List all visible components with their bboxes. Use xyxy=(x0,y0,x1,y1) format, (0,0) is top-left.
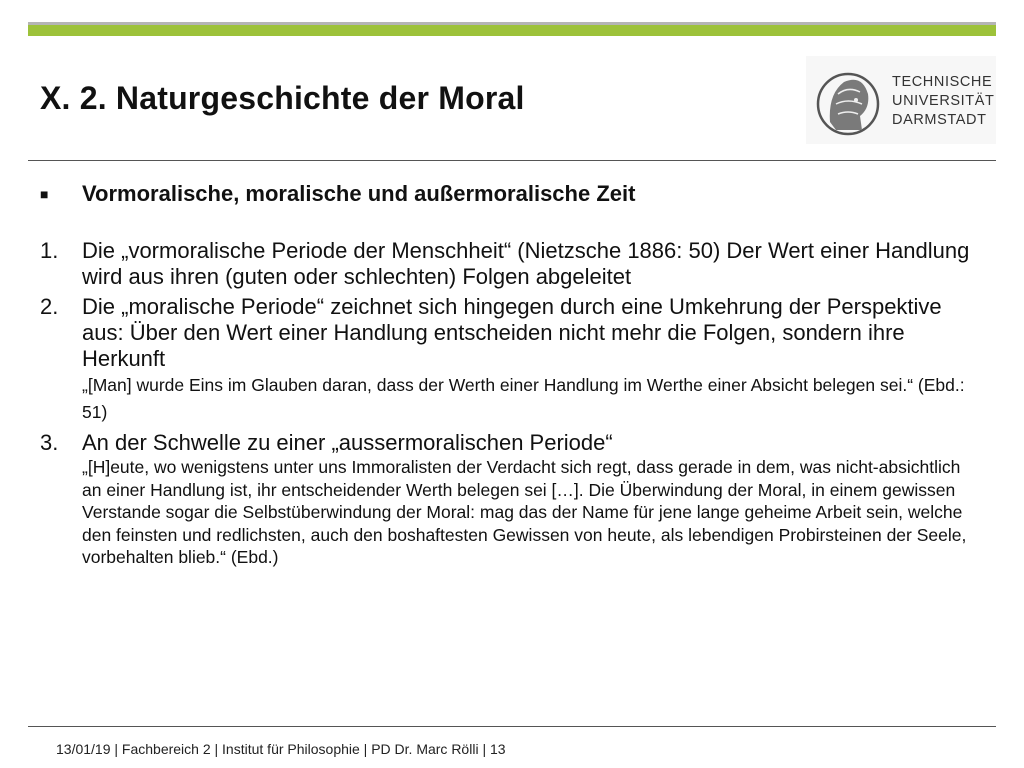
slide-footer: 13/01/19 | Fachbereich 2 | Institut für Philosophie | PD Dr. Marc Rölli | 13 xyxy=(56,741,506,757)
list-item-text: Die „moralische Periode“ zeichnet sich hingegen durch eine Umkehrung der Perspektive aus: Über den Wert einer Handlung entscheiden nicht mehr die Folgen, sondern ihre Herkunft xyxy=(82,294,942,371)
list-item-text: Die „vormoralische Periode der Menschheit“ (Nietzsche 1886: 50) Der Wert einer Handlung wird aus ihren (guten oder schlechten) Folgen abgeleitet xyxy=(82,238,970,289)
bullet-heading xyxy=(40,180,990,208)
slide-body xyxy=(40,180,990,573)
university-name xyxy=(892,73,996,130)
list-item-number: 2. xyxy=(40,294,59,319)
logo-line-3: DARMSTADT xyxy=(892,112,987,128)
logo-line-1: TECHNISCHE xyxy=(892,74,993,90)
slide-title: X. 2. Naturgeschichte der Moral xyxy=(40,80,525,116)
list-item-number: 1. xyxy=(40,238,59,263)
header-green-stripe xyxy=(28,25,996,36)
athena-head-icon xyxy=(816,64,880,140)
square-bullet-icon: ■ xyxy=(40,186,49,202)
bullet-heading-text: Vormoralische, moralische und außermoralische Zeit xyxy=(82,181,636,206)
list-item xyxy=(40,294,990,426)
numbered-list xyxy=(40,238,990,569)
logo-line-2: UNIVERSITÄT xyxy=(892,93,995,109)
list-item xyxy=(40,430,990,569)
list-item-text: An der Schwelle zu einer „aussermoralischen Periode“ xyxy=(82,430,613,455)
university-logo xyxy=(806,56,996,144)
title-divider xyxy=(28,160,996,161)
footer-divider xyxy=(28,726,996,727)
header-accent-bar xyxy=(28,22,996,36)
list-item-number: 3. xyxy=(40,430,59,455)
list-item-quote: „[H]eute, wo wenigstens unter uns Immoralisten der Verdacht sich regt, dass gerade in dem, was nicht-absichtlich an einer Handlung ist, ihr entscheidender Werth belegen sei […]. Die Überwindung der Moral, in einem gewissen Verstande sogar die Selbstüberwindung der Moral: mag das der Name für jene lange geheime Arbeit sein, welche den feinsten und redlichsten, auch den boshaftesten Gewissen von heute, als lebendigen Probirsteinen der Seele, vorbehalten blieb.“ (Ebd.) xyxy=(82,457,967,567)
list-item xyxy=(40,238,990,290)
list-item-quote: „[Man] wurde Eins im Glauben daran, dass der Werth einer Handlung im Werthe einer Absicht belegen sei.“ (Ebd.: 51) xyxy=(82,375,965,422)
